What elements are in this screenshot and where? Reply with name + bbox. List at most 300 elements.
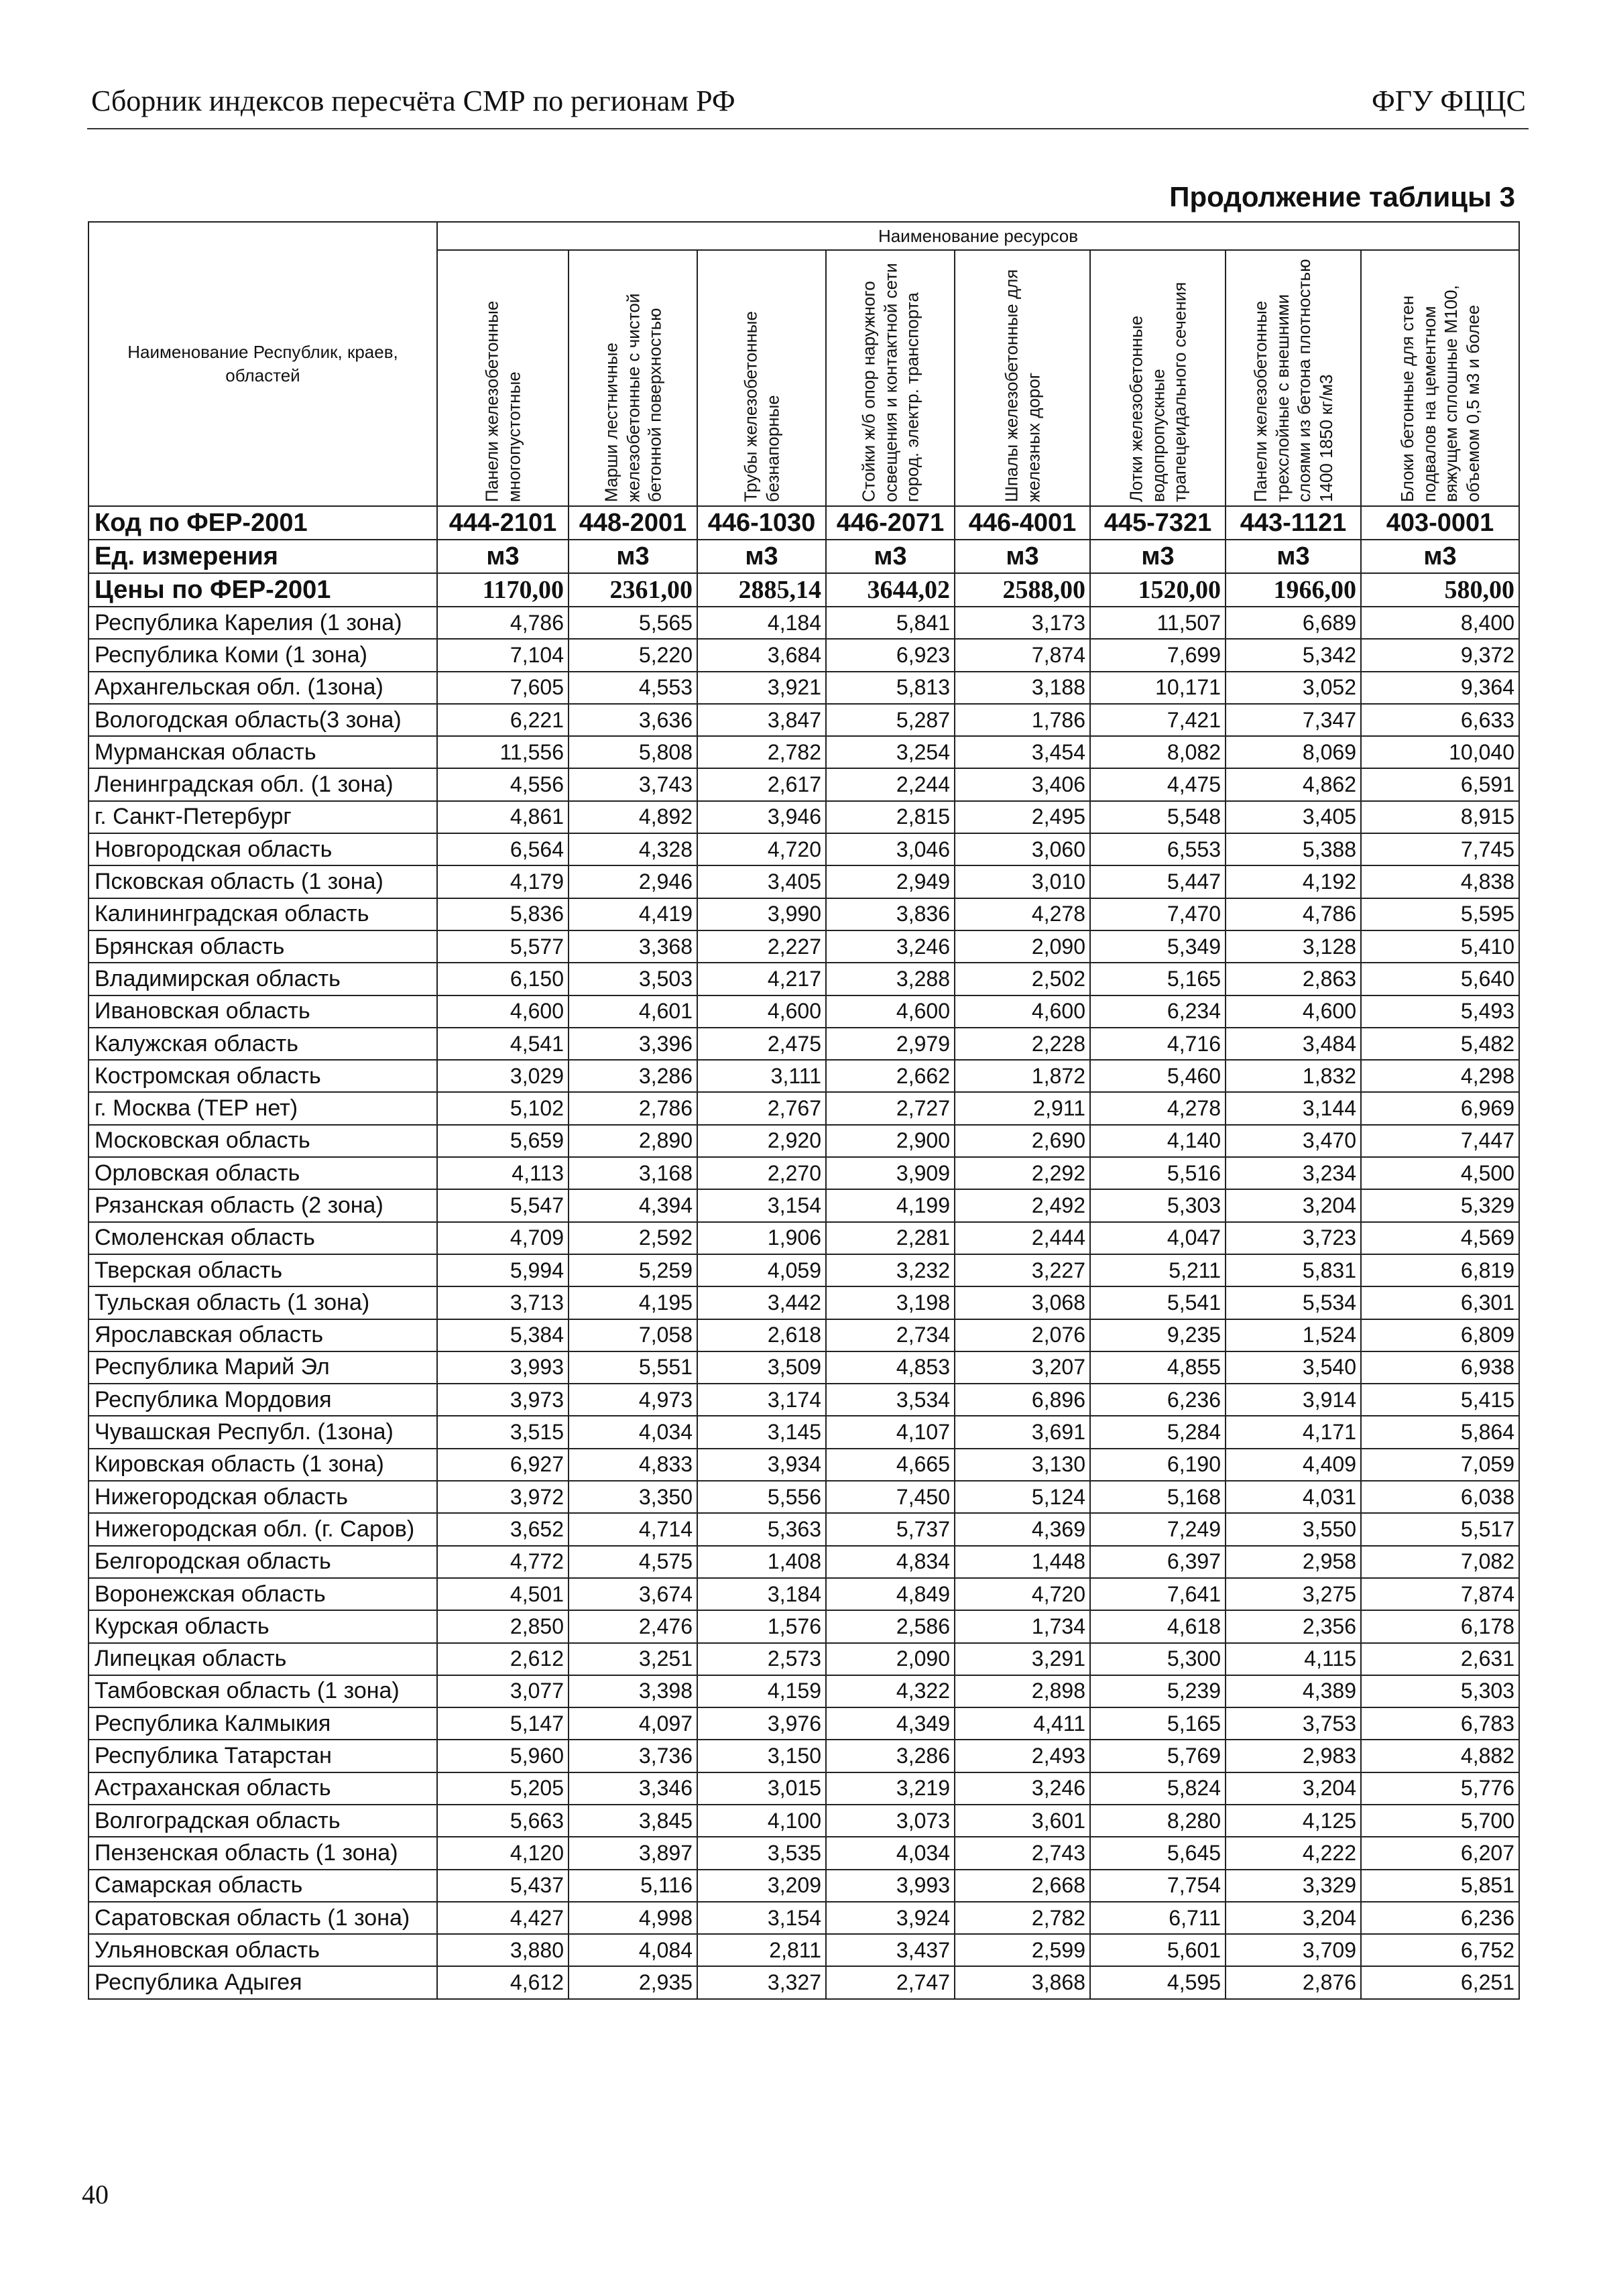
index-value-cell: 6,234 — [1090, 995, 1226, 1028]
index-value-cell: 4,222 — [1226, 1837, 1361, 1869]
region-name: Рязанская область (2 зона) — [88, 1189, 437, 1221]
index-value-cell: 3,111 — [697, 1060, 826, 1092]
index-value-cell: 3,921 — [697, 672, 826, 704]
resource-column-header-text: Шпалы железобетонные для железных дорог — [1001, 269, 1043, 502]
index-value-cell: 6,221 — [437, 704, 569, 736]
index-value-cell: 4,394 — [569, 1189, 697, 1221]
fer-code-row-label: Код по ФЕР-2001 — [88, 506, 437, 540]
table-row — [88, 607, 1519, 639]
index-value-cell: 2,631 — [1361, 1643, 1519, 1675]
index-value-cell: 2,690 — [955, 1125, 1090, 1157]
fer-code-row-cell: 448-2001 — [569, 506, 697, 540]
index-value-cell: 3,015 — [697, 1772, 826, 1805]
table-row — [88, 704, 1519, 736]
region-name: Республика Адыгея — [88, 1966, 437, 1998]
index-value-cell: 4,772 — [437, 1546, 569, 1578]
index-value-cell: 3,188 — [955, 672, 1090, 704]
index-value-cell: 4,600 — [437, 995, 569, 1028]
index-value-cell: 4,834 — [826, 1546, 955, 1578]
index-value-cell: 9,235 — [1090, 1319, 1226, 1351]
index-value-cell: 2,292 — [955, 1157, 1090, 1189]
index-value-cell: 4,500 — [1361, 1157, 1519, 1189]
index-value-cell: 8,280 — [1090, 1805, 1226, 1837]
index-value-cell: 6,938 — [1361, 1351, 1519, 1384]
index-value-cell: 3,454 — [955, 736, 1090, 768]
index-value-cell: 4,569 — [1361, 1222, 1519, 1254]
resource-column-header — [697, 250, 826, 506]
table-row — [88, 1902, 1519, 1934]
index-value-cell: 4,059 — [697, 1254, 826, 1286]
index-value-cell: 10,171 — [1090, 672, 1226, 704]
index-value-cell: 6,251 — [1361, 1966, 1519, 1998]
index-value-cell: 5,577 — [437, 930, 569, 963]
index-value-cell: 3,198 — [826, 1286, 955, 1319]
index-value-cell: 3,204 — [1226, 1189, 1361, 1221]
index-value-cell: 5,776 — [1361, 1772, 1519, 1805]
index-value-cell: 5,659 — [437, 1125, 569, 1157]
index-value-cell: 3,540 — [1226, 1351, 1361, 1384]
index-value-cell: 7,754 — [1090, 1870, 1226, 1902]
index-value-cell: 4,179 — [437, 865, 569, 898]
index-value-cell: 2,668 — [955, 1870, 1090, 1902]
index-value-cell: 4,389 — [1226, 1675, 1361, 1707]
index-value-cell: 5,147 — [437, 1707, 569, 1740]
table-row — [88, 736, 1519, 768]
index-value-cell: 4,600 — [826, 995, 955, 1028]
resource-column-header — [1090, 250, 1226, 506]
table-row — [88, 1675, 1519, 1707]
index-value-cell: 4,849 — [826, 1578, 955, 1610]
region-name: Республика Мордовия — [88, 1384, 437, 1416]
table-row — [88, 1578, 1519, 1610]
resource-column-header — [1361, 250, 1519, 506]
index-value-cell: 2,979 — [826, 1028, 955, 1060]
index-value-cell: 6,633 — [1361, 704, 1519, 736]
index-value-cell: 2,662 — [826, 1060, 955, 1092]
index-value-cell: 7,249 — [1090, 1513, 1226, 1545]
unit-row-cell: м3 — [955, 540, 1090, 573]
index-value-cell: 6,591 — [1361, 768, 1519, 800]
index-value-cell: 2,734 — [826, 1319, 955, 1351]
index-value-cell: 2,227 — [697, 930, 826, 963]
table-row — [88, 1610, 1519, 1642]
index-value-cell: 6,190 — [1090, 1449, 1226, 1481]
index-value-cell: 8,400 — [1361, 607, 1519, 639]
index-value-cell: 5,415 — [1361, 1384, 1519, 1416]
fer-code-row — [88, 506, 1519, 540]
index-value-cell: 2,747 — [826, 1966, 955, 1998]
index-value-cell: 2,599 — [955, 1934, 1090, 1966]
index-value-cell: 4,107 — [826, 1416, 955, 1448]
index-value-cell: 4,556 — [437, 768, 569, 800]
index-value-cell: 5,124 — [955, 1481, 1090, 1513]
index-value-cell: 2,244 — [826, 768, 955, 800]
index-value-cell: 4,892 — [569, 801, 697, 833]
index-value-cell: 7,058 — [569, 1319, 697, 1351]
table-row — [88, 1157, 1519, 1189]
index-value-cell: 3,484 — [1226, 1028, 1361, 1060]
index-value-cell: 3,993 — [826, 1870, 955, 1902]
index-value-cell: 6,752 — [1361, 1934, 1519, 1966]
index-value-cell: 3,515 — [437, 1416, 569, 1448]
fer-code-row-cell: 446-2071 — [826, 506, 955, 540]
base-price-row-cell: 1170,00 — [437, 573, 569, 607]
index-value-cell: 3,173 — [955, 607, 1090, 639]
index-value-cell: 4,047 — [1090, 1222, 1226, 1254]
index-value-cell: 5,205 — [437, 1772, 569, 1805]
index-value-cell: 3,291 — [955, 1643, 1090, 1675]
index-value-cell: 3,246 — [955, 1772, 1090, 1805]
region-name: Нижегородская область — [88, 1481, 437, 1513]
index-value-cell: 4,369 — [955, 1513, 1090, 1545]
index-value-cell: 2,786 — [569, 1092, 697, 1124]
table-row — [88, 1481, 1519, 1513]
index-value-cell: 5,547 — [437, 1189, 569, 1221]
index-value-cell: 2,958 — [1226, 1546, 1361, 1578]
index-value-cell: 3,251 — [569, 1643, 697, 1675]
index-value-cell: 9,364 — [1361, 672, 1519, 704]
index-value-cell: 5,831 — [1226, 1254, 1361, 1286]
region-name: Чувашская Республ. (1зона) — [88, 1416, 437, 1448]
index-value-cell: 5,640 — [1361, 963, 1519, 995]
index-value-cell: 4,853 — [826, 1351, 955, 1384]
index-value-cell: 4,973 — [569, 1384, 697, 1416]
table-row — [88, 1805, 1519, 1837]
header-divider — [87, 128, 1529, 129]
index-value-cell: 4,716 — [1090, 1028, 1226, 1060]
index-value-cell: 8,915 — [1361, 801, 1519, 833]
region-name: Тверская область — [88, 1254, 437, 1286]
table-row — [88, 1449, 1519, 1481]
index-value-cell: 4,328 — [569, 833, 697, 865]
index-value-cell: 6,809 — [1361, 1319, 1519, 1351]
index-value-cell: 5,516 — [1090, 1157, 1226, 1189]
index-value-cell: 4,786 — [437, 607, 569, 639]
index-value-cell: 5,303 — [1361, 1675, 1519, 1707]
index-value-cell: 6,553 — [1090, 833, 1226, 865]
price-index-table — [88, 221, 1520, 2000]
index-value-cell: 5,165 — [1090, 1707, 1226, 1740]
index-value-cell: 5,836 — [437, 898, 569, 930]
index-value-cell: 3,503 — [569, 963, 697, 995]
index-value-cell: 3,845 — [569, 1805, 697, 1837]
index-value-cell: 7,874 — [1361, 1578, 1519, 1610]
region-name: Архангельская обл. (1зона) — [88, 672, 437, 704]
unit-row-cell: м3 — [697, 540, 826, 573]
index-value-cell: 1,832 — [1226, 1060, 1361, 1092]
index-value-cell: 5,808 — [569, 736, 697, 768]
index-value-cell: 4,322 — [826, 1675, 955, 1707]
table-row — [88, 1934, 1519, 1966]
resource-column-header-text: Панели железобетонные трехслойные с внешними слоями из бетона плотностью 1400 1850 кг/м3 — [1250, 259, 1336, 502]
table-row — [88, 1546, 1519, 1578]
fer-code-row-cell: 446-4001 — [955, 506, 1090, 540]
table-row — [88, 1837, 1519, 1869]
index-value-cell: 4,120 — [437, 1837, 569, 1869]
index-value-cell: 3,470 — [1226, 1125, 1361, 1157]
index-value-cell: 2,876 — [1226, 1966, 1361, 1998]
table-row — [88, 898, 1519, 930]
index-value-cell: 3,990 — [697, 898, 826, 930]
index-value-cell: 3,207 — [955, 1351, 1090, 1384]
index-value-cell: 1,872 — [955, 1060, 1090, 1092]
index-value-cell: 4,427 — [437, 1902, 569, 1934]
index-value-cell: 3,077 — [437, 1675, 569, 1707]
index-value-cell: 4,140 — [1090, 1125, 1226, 1157]
base-price-row-cell: 580,00 — [1361, 573, 1519, 607]
table-row — [88, 1870, 1519, 1902]
index-value-cell: 4,553 — [569, 672, 697, 704]
index-value-cell: 5,960 — [437, 1740, 569, 1772]
index-value-cell: 2,782 — [955, 1902, 1090, 1934]
index-value-cell: 5,220 — [569, 639, 697, 671]
index-value-cell: 3,204 — [1226, 1902, 1361, 1934]
unit-row-cell: м3 — [1226, 540, 1361, 573]
index-value-cell: 3,154 — [697, 1902, 826, 1934]
index-value-cell: 8,069 — [1226, 736, 1361, 768]
index-value-cell: 2,617 — [697, 768, 826, 800]
index-value-cell: 4,600 — [697, 995, 826, 1028]
index-value-cell: 4,600 — [1226, 995, 1361, 1028]
index-value-cell: 3,709 — [1226, 1934, 1361, 1966]
index-value-cell: 5,595 — [1361, 898, 1519, 930]
index-value-cell: 5,541 — [1090, 1286, 1226, 1319]
index-value-cell: 6,236 — [1361, 1902, 1519, 1934]
index-value-cell: 2,727 — [826, 1092, 955, 1124]
index-value-cell: 3,168 — [569, 1157, 697, 1189]
index-value-cell: 3,254 — [826, 736, 955, 768]
index-value-cell: 3,880 — [437, 1934, 569, 1966]
index-value-cell: 4,475 — [1090, 768, 1226, 800]
index-value-cell: 2,495 — [955, 801, 1090, 833]
index-value-cell: 1,786 — [955, 704, 1090, 736]
region-name: Ярославская область — [88, 1319, 437, 1351]
index-value-cell: 4,159 — [697, 1675, 826, 1707]
index-value-cell: 6,689 — [1226, 607, 1361, 639]
index-value-cell: 2,935 — [569, 1966, 697, 1998]
index-value-cell: 1,524 — [1226, 1319, 1361, 1351]
index-value-cell: 2,811 — [697, 1934, 826, 1966]
region-name: Курская область — [88, 1610, 437, 1642]
index-value-cell: 5,284 — [1090, 1416, 1226, 1448]
region-name: Республика Марий Эл — [88, 1351, 437, 1384]
index-value-cell: 6,301 — [1361, 1286, 1519, 1319]
index-value-cell: 4,501 — [437, 1578, 569, 1610]
index-value-cell: 3,145 — [697, 1416, 826, 1448]
index-value-cell: 4,882 — [1361, 1740, 1519, 1772]
resource-column-header — [437, 250, 569, 506]
table-row — [88, 1286, 1519, 1319]
index-value-cell: 3,068 — [955, 1286, 1090, 1319]
index-value-cell: 3,993 — [437, 1351, 569, 1384]
index-value-cell: 3,029 — [437, 1060, 569, 1092]
unit-row-label: Ед. измерения — [88, 540, 437, 573]
index-value-cell: 4,714 — [569, 1513, 697, 1545]
index-value-cell: 2,782 — [697, 736, 826, 768]
table-row — [88, 801, 1519, 833]
index-value-cell: 9,372 — [1361, 639, 1519, 671]
index-value-cell: 5,329 — [1361, 1189, 1519, 1221]
index-value-cell: 7,605 — [437, 672, 569, 704]
region-name: Республика Татарстан — [88, 1740, 437, 1772]
index-value-cell: 5,363 — [697, 1513, 826, 1545]
resource-column-header — [569, 250, 697, 506]
table-row — [88, 639, 1519, 671]
region-name: Воронежская область — [88, 1578, 437, 1610]
index-value-cell: 4,665 — [826, 1449, 955, 1481]
index-value-cell: 3,713 — [437, 1286, 569, 1319]
index-value-cell: 5,259 — [569, 1254, 697, 1286]
index-value-cell: 3,073 — [826, 1805, 955, 1837]
index-value-cell: 7,059 — [1361, 1449, 1519, 1481]
region-name: Калининградская область — [88, 898, 437, 930]
fer-code-row-cell: 445-7321 — [1090, 506, 1226, 540]
index-value-cell: 5,342 — [1226, 639, 1361, 671]
index-value-cell: 5,384 — [437, 1319, 569, 1351]
index-value-cell: 3,405 — [1226, 801, 1361, 833]
index-value-cell: 2,743 — [955, 1837, 1090, 1869]
index-value-cell: 3,736 — [569, 1740, 697, 1772]
index-value-cell: 3,246 — [826, 930, 955, 963]
index-value-cell: 3,398 — [569, 1675, 697, 1707]
index-value-cell: 4,349 — [826, 1707, 955, 1740]
index-value-cell: 4,113 — [437, 1157, 569, 1189]
index-value-cell: 2,476 — [569, 1610, 697, 1642]
index-value-cell: 2,281 — [826, 1222, 955, 1254]
index-value-cell: 2,586 — [826, 1610, 955, 1642]
index-value-cell: 4,862 — [1226, 768, 1361, 800]
resources-group-header: Наименование ресурсов — [437, 222, 1519, 250]
index-value-cell: 3,723 — [1226, 1222, 1361, 1254]
index-value-cell: 7,447 — [1361, 1125, 1519, 1157]
index-value-cell: 2,898 — [955, 1675, 1090, 1707]
resource-column-header-text: Трубы железобетонные безнапорные — [740, 311, 782, 502]
index-value-cell: 4,861 — [437, 801, 569, 833]
index-value-cell: 7,450 — [826, 1481, 955, 1513]
index-value-cell: 3,184 — [697, 1578, 826, 1610]
index-value-cell: 5,447 — [1090, 865, 1226, 898]
index-value-cell: 2,475 — [697, 1028, 826, 1060]
table-row — [88, 1513, 1519, 1545]
table-row — [88, 1092, 1519, 1124]
index-value-cell: 4,217 — [697, 963, 826, 995]
region-name: Республика Калмыкия — [88, 1707, 437, 1740]
table-row — [88, 1125, 1519, 1157]
index-value-cell: 2,493 — [955, 1740, 1090, 1772]
index-value-cell: 7,874 — [955, 639, 1090, 671]
index-value-cell: 6,969 — [1361, 1092, 1519, 1124]
index-value-cell: 3,868 — [955, 1966, 1090, 1998]
table-row — [88, 1254, 1519, 1286]
region-name: Республика Коми (1 зона) — [88, 639, 437, 671]
unit-row-cell: м3 — [826, 540, 955, 573]
index-value-cell: 3,946 — [697, 801, 826, 833]
index-value-cell: 2,228 — [955, 1028, 1090, 1060]
index-value-cell: 5,841 — [826, 607, 955, 639]
index-value-cell: 3,652 — [437, 1513, 569, 1545]
index-value-cell: 4,575 — [569, 1546, 697, 1578]
index-value-cell: 4,409 — [1226, 1449, 1361, 1481]
index-value-cell: 4,278 — [1090, 1092, 1226, 1124]
index-value-cell: 3,973 — [437, 1384, 569, 1416]
index-value-cell: 4,998 — [569, 1902, 697, 1934]
index-value-cell: 3,836 — [826, 898, 955, 930]
index-value-cell: 3,934 — [697, 1449, 826, 1481]
index-value-cell: 3,234 — [1226, 1157, 1361, 1189]
index-value-cell: 3,509 — [697, 1351, 826, 1384]
index-value-cell: 3,442 — [697, 1286, 826, 1319]
table-row — [88, 1351, 1519, 1384]
index-value-cell: 3,150 — [697, 1740, 826, 1772]
index-value-cell: 6,178 — [1361, 1610, 1519, 1642]
index-value-cell: 3,209 — [697, 1870, 826, 1902]
resource-column-header — [1226, 250, 1361, 506]
region-name: Псковская область (1 зона) — [88, 865, 437, 898]
unit-row-cell: м3 — [437, 540, 569, 573]
index-value-cell: 4,184 — [697, 607, 826, 639]
table-row — [88, 1707, 1519, 1740]
index-value-cell: 5,864 — [1361, 1416, 1519, 1448]
region-name: Белгородская область — [88, 1546, 437, 1578]
region-name: г. Санкт-Петербург — [88, 801, 437, 833]
region-name: Нижегородская обл. (г. Саров) — [88, 1513, 437, 1545]
fer-code-row-cell: 444-2101 — [437, 506, 569, 540]
index-value-cell: 5,824 — [1090, 1772, 1226, 1805]
index-value-cell: 3,174 — [697, 1384, 826, 1416]
index-value-cell: 6,236 — [1090, 1384, 1226, 1416]
index-value-cell: 2,890 — [569, 1125, 697, 1157]
index-value-cell: 2,983 — [1226, 1740, 1361, 1772]
index-value-cell: 5,349 — [1090, 930, 1226, 963]
index-value-cell: 5,437 — [437, 1870, 569, 1902]
index-value-cell: 6,783 — [1361, 1707, 1519, 1740]
index-value-cell: 1,408 — [697, 1546, 826, 1578]
region-name: Владимирская область — [88, 963, 437, 995]
index-value-cell: 4,720 — [697, 833, 826, 865]
index-value-cell: 6,896 — [955, 1384, 1090, 1416]
region-name: Самарская область — [88, 1870, 437, 1902]
index-value-cell: 3,130 — [955, 1449, 1090, 1481]
index-value-cell: 5,165 — [1090, 963, 1226, 995]
index-value-cell: 4,601 — [569, 995, 697, 1028]
index-value-cell: 7,421 — [1090, 704, 1226, 736]
table-row — [88, 865, 1519, 898]
index-value-cell: 7,699 — [1090, 639, 1226, 671]
index-value-cell: 2,900 — [826, 1125, 955, 1157]
region-name: г. Москва (ТЕР нет) — [88, 1092, 437, 1124]
index-value-cell: 7,470 — [1090, 898, 1226, 930]
index-value-cell: 5,813 — [826, 672, 955, 704]
index-value-cell: 2,090 — [955, 930, 1090, 963]
index-value-cell: 6,150 — [437, 963, 569, 995]
resource-column-header — [955, 250, 1090, 506]
base-price-row-cell: 1520,00 — [1090, 573, 1226, 607]
unit-row-cell: м3 — [1090, 540, 1226, 573]
index-value-cell: 5,556 — [697, 1481, 826, 1513]
index-value-cell: 3,232 — [826, 1254, 955, 1286]
index-value-cell: 4,115 — [1226, 1643, 1361, 1675]
index-value-cell: 3,535 — [697, 1837, 826, 1869]
index-value-cell: 5,517 — [1361, 1513, 1519, 1545]
index-value-cell: 3,674 — [569, 1578, 697, 1610]
index-value-cell: 1,576 — [697, 1610, 826, 1642]
table-row — [88, 1772, 1519, 1805]
index-value-cell: 5,300 — [1090, 1643, 1226, 1675]
index-value-cell: 2,815 — [826, 801, 955, 833]
index-value-cell: 4,419 — [569, 898, 697, 930]
index-value-cell: 3,286 — [569, 1060, 697, 1092]
index-value-cell: 5,769 — [1090, 1740, 1226, 1772]
